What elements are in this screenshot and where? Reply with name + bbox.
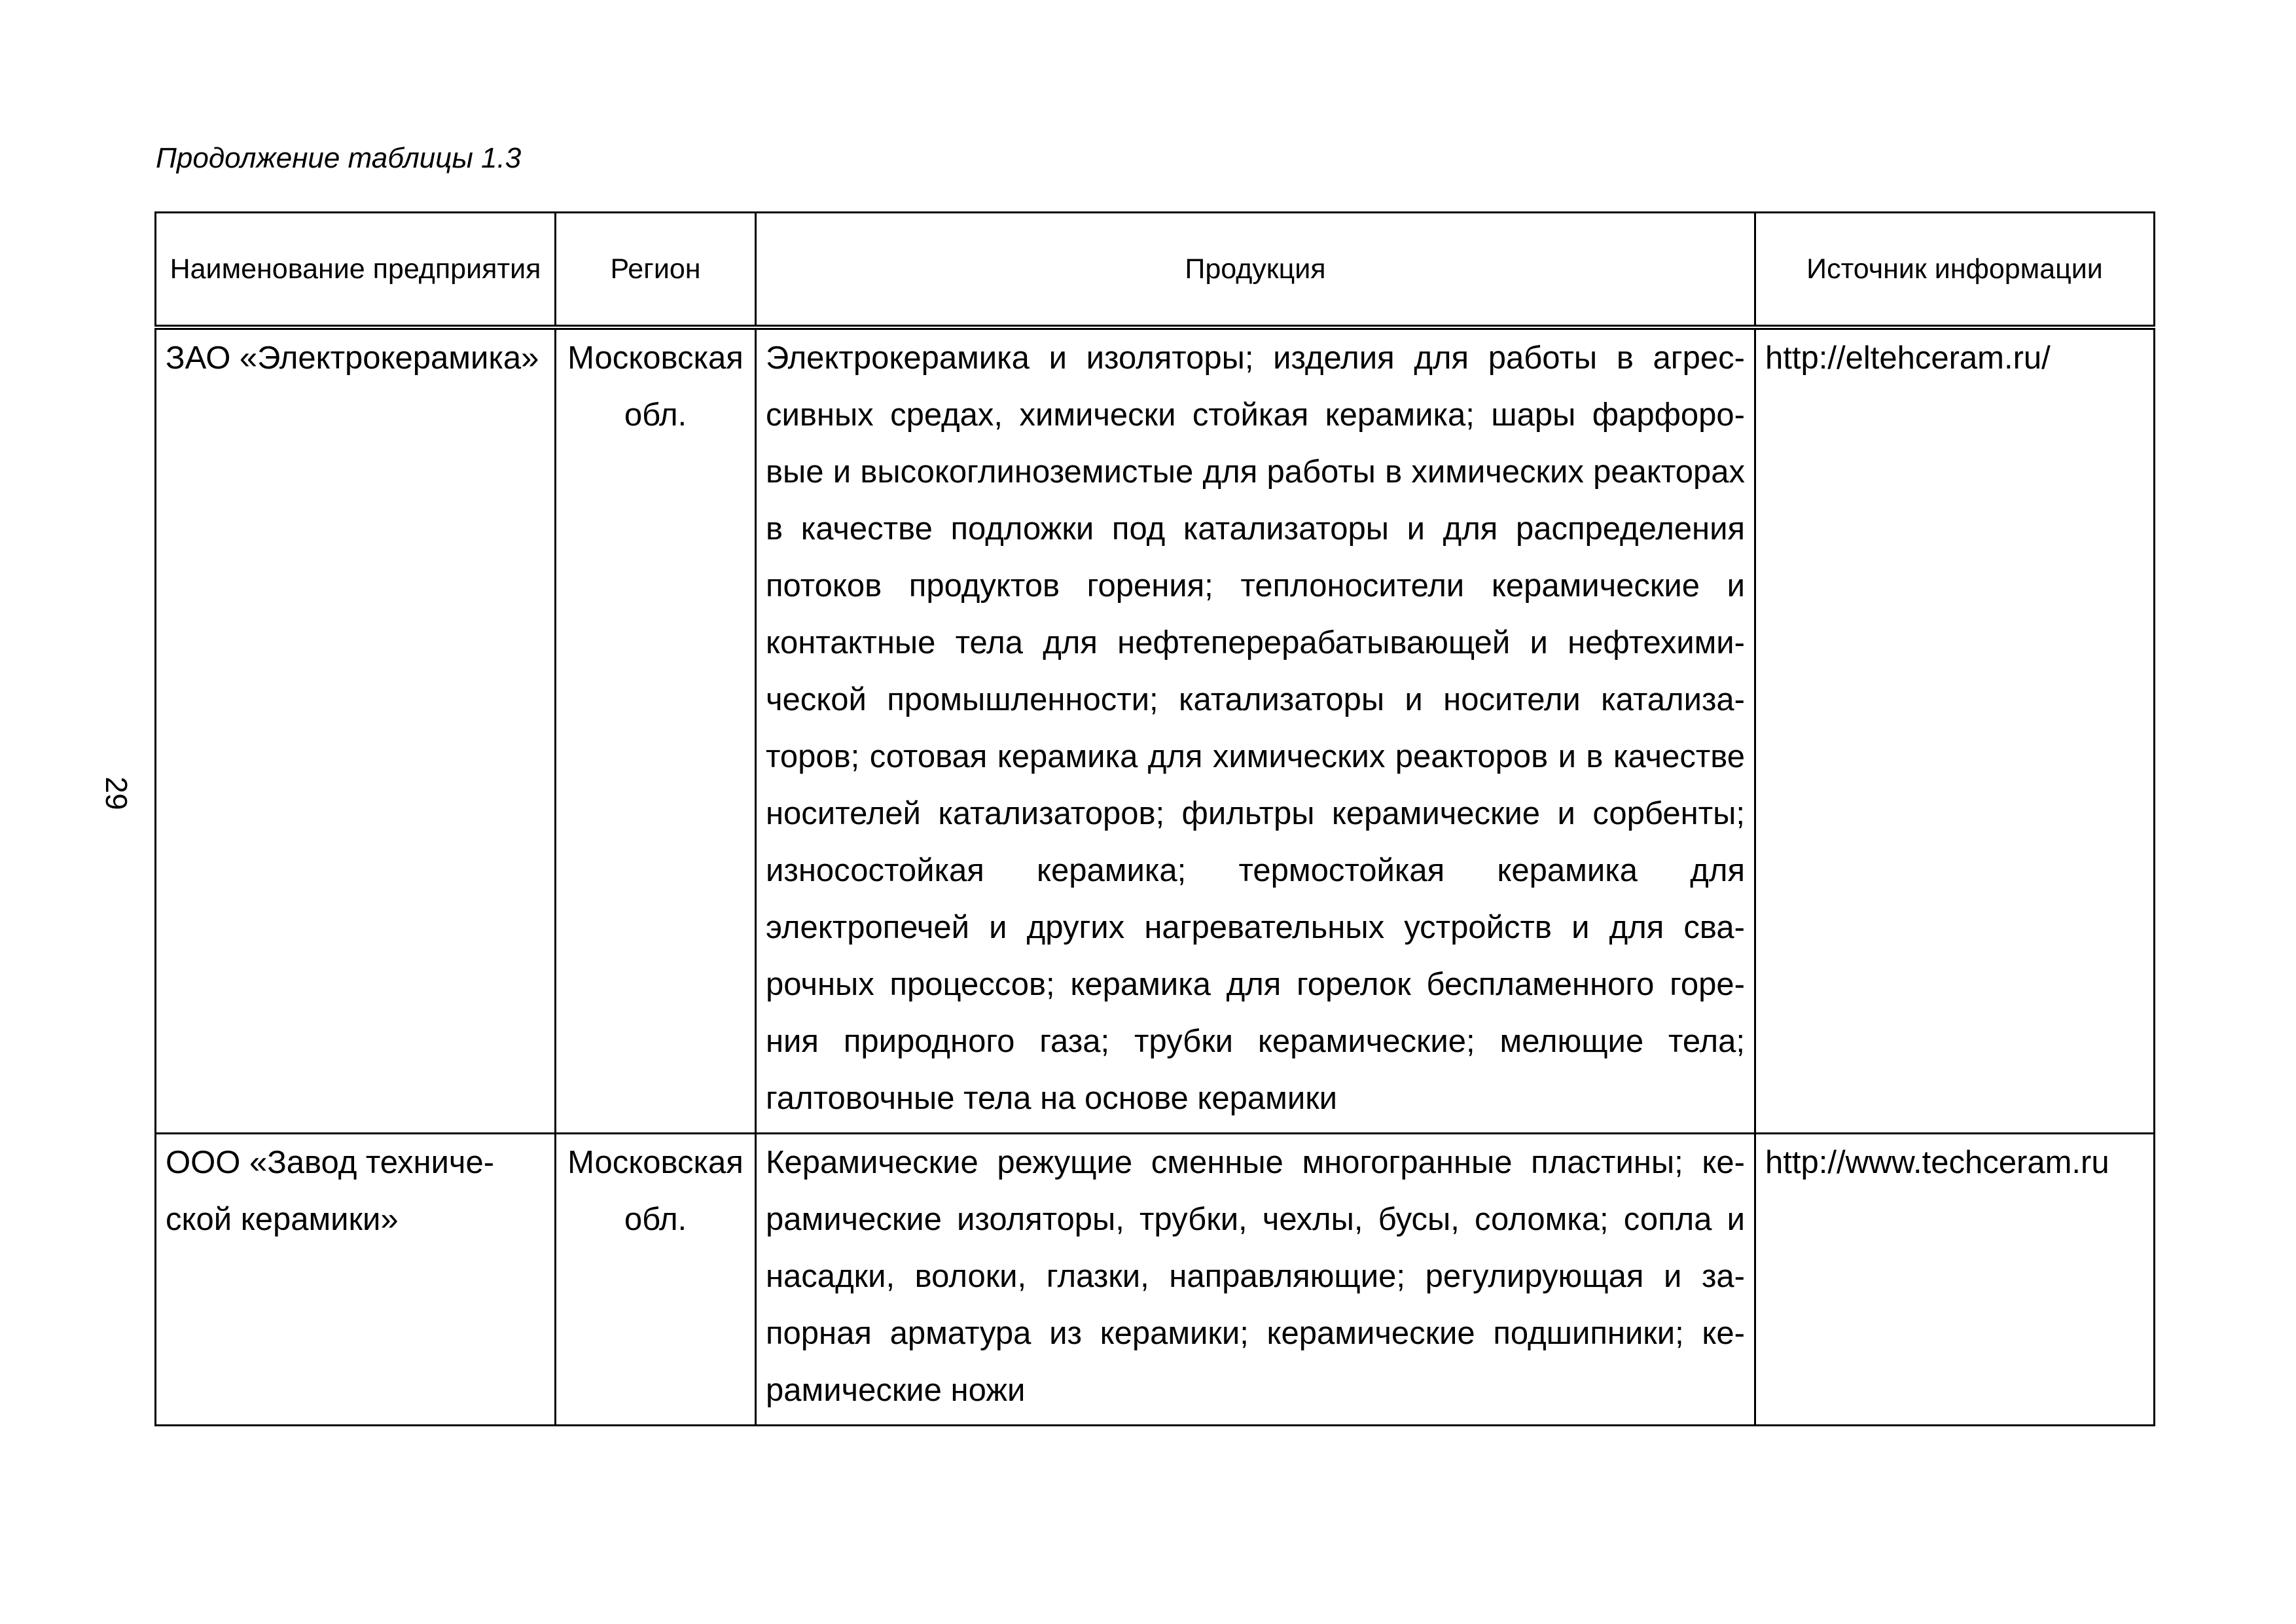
table-row <box>156 327 2155 1134</box>
cell-region: Московская обл. <box>556 327 756 1134</box>
cell-region: Московская обл. <box>556 1134 756 1426</box>
cell-products: Керамические режущие сменные многогранные пластины; керамические изоляторы, трубки, чехлы, бусы, соломка; сопла и насадки, волоки, глазки, направляющие; регулирующая и запорная арматура из керамики; керамические подшипники; керамические ножи <box>756 1134 1755 1426</box>
table-body <box>156 327 2155 1426</box>
table-header <box>156 213 2155 328</box>
enterprises-table <box>154 211 2155 1426</box>
cell-enterprise-name: ЗАО «Электрокерамика» <box>156 327 556 1134</box>
cell-source-link[interactable]: http://eltehceram.ru/ <box>1755 327 2155 1134</box>
table-row <box>156 1134 2155 1426</box>
header-enterprise-name: Наименование предприятия <box>156 213 556 328</box>
page-number: 29 <box>99 776 134 810</box>
header-source: Источник информации <box>1755 213 2155 328</box>
cell-products: Электрокерамика и изоляторы; изделия для работы в агрессивных средах, химически стойкая керамика; шары фарфоровые и высокоглиноземистые для работы в химических реакторах в качестве подложки под катализаторы и для распределения потоков продуктов горения; теплоносители керамические и контактные тела для нефтеперерабатывающей и нефтехимической промышленности; катализаторы и носители катализаторов; сотовая керамика для химических реакторов и в качестве носителей катализаторов; фильтры керамические и сорбенты; износостойкая керамика; термостойкая керамика для электропечей и других нагревательных устройств и для сварочных процессов; керамика для горелок беспламенного горения природного газа; трубки керамические; мелющие тела; галтовочные тела на основе керамики <box>756 327 1755 1134</box>
cell-enterprise-name: ООО «Завод технической керамики» <box>156 1134 556 1426</box>
header-products: Продукция <box>756 213 1755 328</box>
header-row <box>156 213 2155 328</box>
header-region: Регион <box>556 213 756 328</box>
cell-source-link[interactable]: http://www.techceram.ru <box>1755 1134 2155 1426</box>
table-caption: Продолжение таблицы 1.3 <box>156 142 522 174</box>
